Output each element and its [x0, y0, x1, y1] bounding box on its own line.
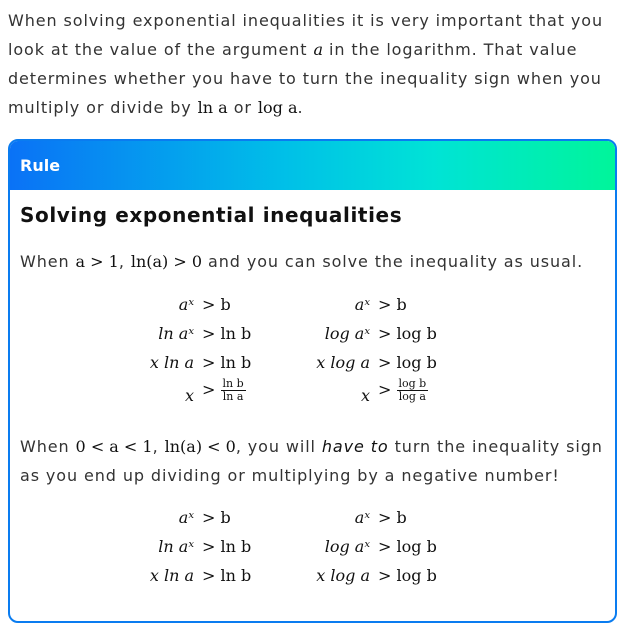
rule-box: Rule Solving exponential inequalities When a > 1, ln(a) > 0 and you can solve the inequality as usual. aˣ > b ln aˣ > ln b x ln a > ln b x > $\frac{\text{ln b}}{\text{ln a}}$ aˣ > b log aˣ > log b x log a > log b x > $\frac{\text{log b}}{\text{log a}}$ When 0 < a < 1, ln(a) < 0, you will have to turn the inequality sign as you end up dividing or multiplying by a negative number! aˣ > b ln aˣ > ln b x ln a > ln b aˣ > b log aˣ > log b x log a > log b: [8, 139, 617, 623]
intro-paragraph: [8, 6, 614, 122]
intro-or: or: [233, 98, 252, 117]
intro-log-a: log a: [257, 98, 298, 117]
rule-paragraph-2: [20, 432, 605, 490]
p2-cond-1: 0 < a < 1: [75, 437, 153, 456]
p2-text-3: turn the inequality sign as you end up dividing or multiplying by a negative number!: [20, 437, 603, 485]
fraction: $\frac{\text{log b}}{\text{log a}}$: [398, 377, 427, 403]
intro-text-1: When solving exponential inequalities it is very important that you look at the value of the argument: [8, 11, 603, 59]
intro-text-2: in the logarithm. That value determines whether you have to turn the inequality sign when you multiply or divide by: [8, 40, 602, 117]
p1-cond-1: a > 1: [75, 252, 119, 271]
intro-ln-a: ln a: [197, 98, 228, 117]
p1-text-2: and you can solve the inequality as usual.: [208, 252, 584, 271]
p1-cond-2: ln(a) > 0: [130, 252, 203, 271]
p2-cond-2: ln(a) < 0: [164, 437, 236, 456]
rule-paragraph-1: [20, 247, 605, 276]
p2-text-1: When: [20, 437, 70, 456]
intro-a: a: [313, 40, 324, 59]
p1-comma: ,: [118, 252, 125, 271]
rule-title: Solving exponential inequalities: [20, 203, 403, 227]
intro-period: .: [297, 98, 304, 117]
p2-comma: ,: [152, 437, 159, 456]
p2-text-2: , you will: [235, 437, 316, 456]
fraction: $\frac{\text{ln b}}{\text{ln a}}$: [222, 377, 244, 403]
p2-emphasis: have to: [321, 437, 389, 456]
p1-text-1: When: [20, 252, 70, 271]
rule-header: Rule: [10, 141, 615, 190]
